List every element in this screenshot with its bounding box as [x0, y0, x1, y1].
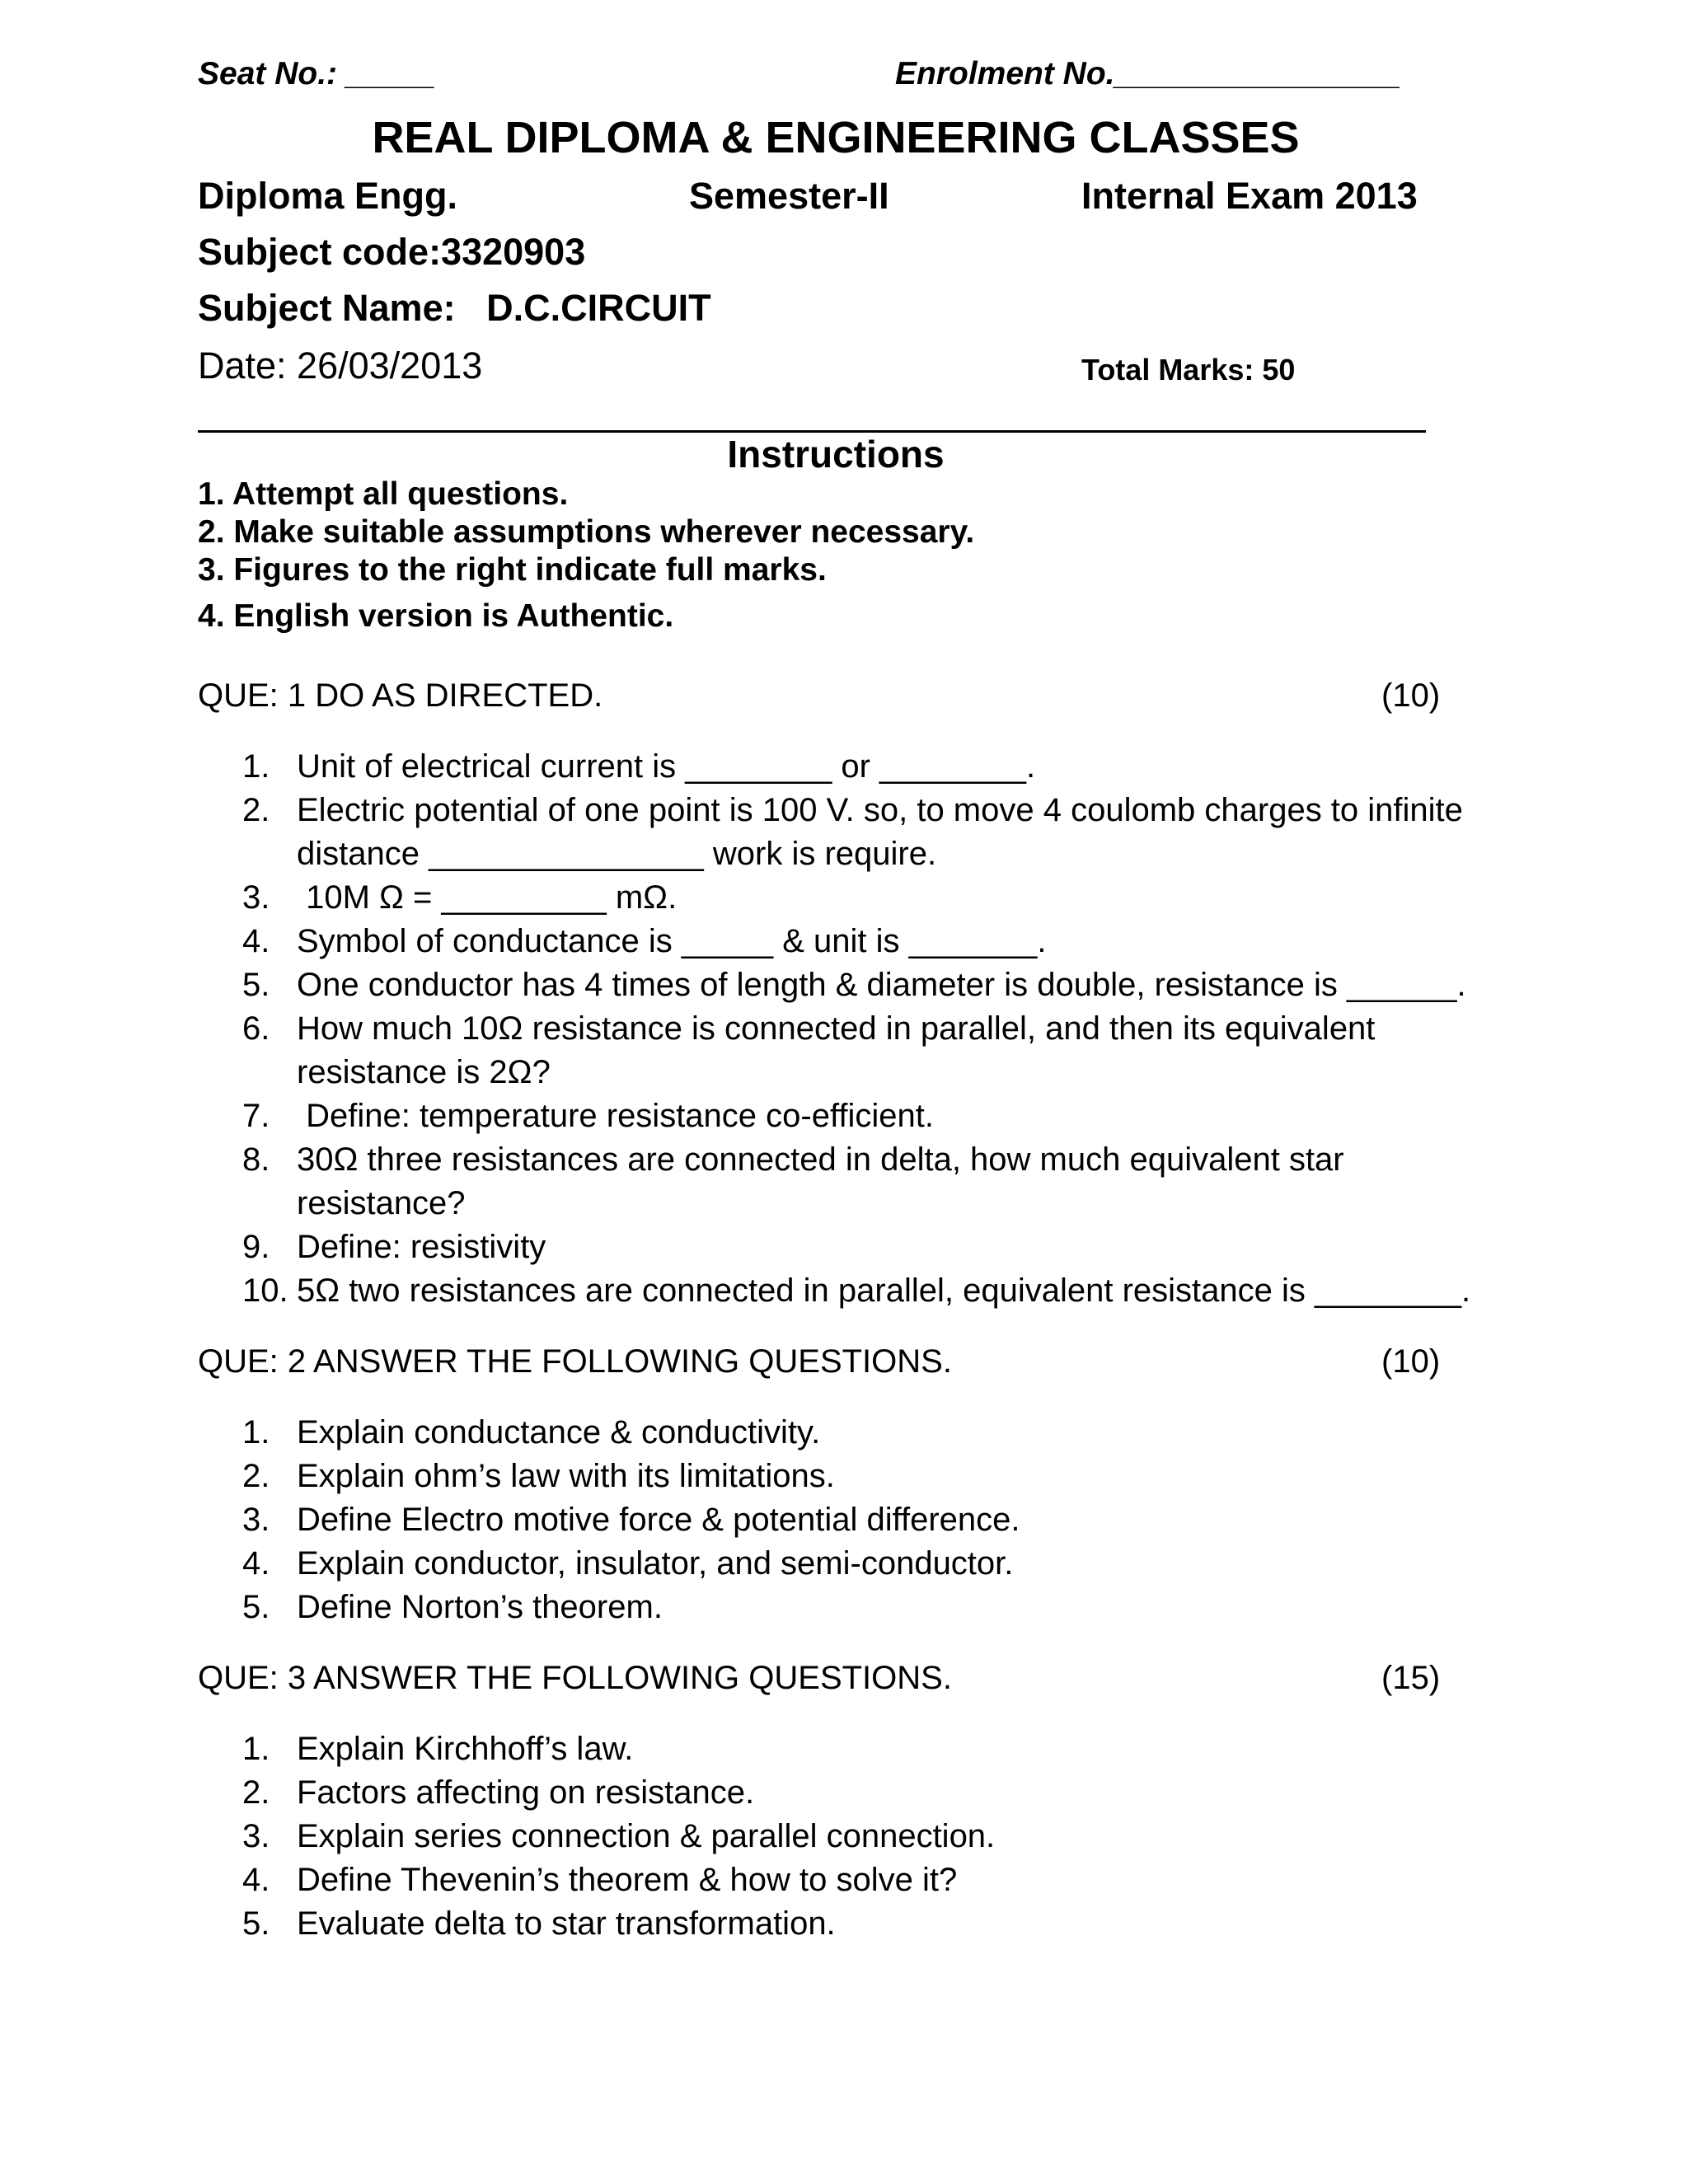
- item-text: Define Thevenin’s theorem & how to solve it?: [297, 1862, 958, 1898]
- item-text: 5Ω two resistances are connected in parallel, equivalent resistance is ________.: [297, 1272, 1471, 1309]
- exam-date: Date: 26/03/2013: [198, 344, 483, 387]
- item-text: Explain ohm’s law with its limitations.: [297, 1458, 835, 1494]
- item-number: 4.: [242, 923, 270, 959]
- item-number: 5.: [242, 967, 270, 1003]
- item-text: Explain Kirchhoff’s law.: [297, 1731, 634, 1767]
- item-number: 2.: [242, 792, 270, 828]
- instructions-heading: Instructions: [727, 433, 945, 476]
- exam-label: Internal Exam 2013: [1081, 175, 1418, 217]
- total-marks: Total Marks: 50: [1081, 353, 1296, 387]
- item-number: 6.: [242, 1010, 270, 1047]
- course-label: Diploma Engg.: [198, 175, 457, 217]
- item-number: 10.: [242, 1272, 288, 1309]
- item-number: 3.: [242, 879, 270, 916]
- question-1-marks: (10): [1381, 677, 1441, 714]
- item-number: 3.: [242, 1502, 270, 1538]
- question-3-title: QUE: 3 ANSWER THE FOLLOWING QUESTIONS.: [198, 1660, 952, 1696]
- enrolment-number-label: Enrolment No.________________: [895, 56, 1401, 91]
- item-number: 9.: [242, 1229, 270, 1265]
- item-number: 1.: [242, 748, 270, 785]
- item-text: Explain conductor, insulator, and semi-conductor.: [297, 1545, 1014, 1582]
- question-2-title: QUE: 2 ANSWER THE FOLLOWING QUESTIONS.: [198, 1343, 952, 1380]
- item-text: Define Electro motive force & potential difference.: [297, 1502, 1020, 1538]
- instruction-item: 4. English version is Authentic.: [198, 598, 674, 634]
- institute-title: REAL DIPLOMA & ENGINEERING CLASSES: [372, 113, 1300, 162]
- item-number: 7.: [242, 1098, 270, 1134]
- item-text: Explain series connection & parallel connection.: [297, 1818, 996, 1854]
- instruction-item: 3. Figures to the right indicate full marks.: [198, 552, 827, 588]
- item-text: Evaluate delta to star transformation.: [297, 1905, 836, 1942]
- item-text: Explain conductance & conductivity.: [297, 1414, 821, 1451]
- item-number: 1.: [242, 1731, 270, 1767]
- item-number: 8.: [242, 1141, 270, 1178]
- item-text-continued: resistance is 2Ω?: [297, 1054, 551, 1090]
- item-text: 30Ω three resistances are connected in delta, how much equivalent star: [297, 1141, 1344, 1178]
- item-number: 1.: [242, 1414, 270, 1451]
- seat-number-label: Seat No.: _____: [198, 56, 436, 91]
- instruction-item: 1. Attempt all questions.: [198, 476, 569, 512]
- instruction-item: 2. Make suitable assumptions wherever necessary.: [198, 514, 975, 550]
- item-text: One conductor has 4 times of length & diameter is double, resistance is ______.: [297, 967, 1466, 1003]
- item-text: Define: resistivity: [297, 1229, 546, 1265]
- item-text: Define: temperature resistance co-efficient.: [297, 1098, 934, 1134]
- semester-label: Semester-II: [689, 175, 889, 217]
- item-number: 4.: [242, 1862, 270, 1898]
- subject-code: Subject code:3320903: [198, 231, 586, 273]
- item-text-continued: distance _______________ work is require.: [297, 836, 937, 872]
- item-number: 4.: [242, 1545, 270, 1582]
- item-number: 3.: [242, 1818, 270, 1854]
- item-number: 5.: [242, 1905, 270, 1942]
- question-3-marks: (15): [1381, 1660, 1441, 1696]
- item-text: Define Norton’s theorem.: [297, 1589, 663, 1625]
- question-2-marks: (10): [1381, 1343, 1441, 1380]
- item-text: 10M Ω = _________ mΩ.: [297, 879, 678, 916]
- item-text: Unit of electrical current is ________ or ________.: [297, 748, 1036, 785]
- item-number: 2.: [242, 1458, 270, 1494]
- subject-name: Subject Name: D.C.CIRCUIT: [198, 287, 711, 329]
- item-text: Electric potential of one point is 100 V. so, to move 4 coulomb charges to infinite: [297, 792, 1463, 828]
- item-number: 5.: [242, 1589, 270, 1625]
- question-1-title: QUE: 1 DO AS DIRECTED.: [198, 677, 603, 714]
- item-number: 2.: [242, 1774, 270, 1811]
- item-text: Factors affecting on resistance.: [297, 1774, 755, 1811]
- item-text: How much 10Ω resistance is connected in parallel, and then its equivalent: [297, 1010, 1376, 1047]
- item-text: Symbol of conductance is _____ & unit is _______.: [297, 923, 1047, 959]
- item-text-continued: resistance?: [297, 1185, 466, 1221]
